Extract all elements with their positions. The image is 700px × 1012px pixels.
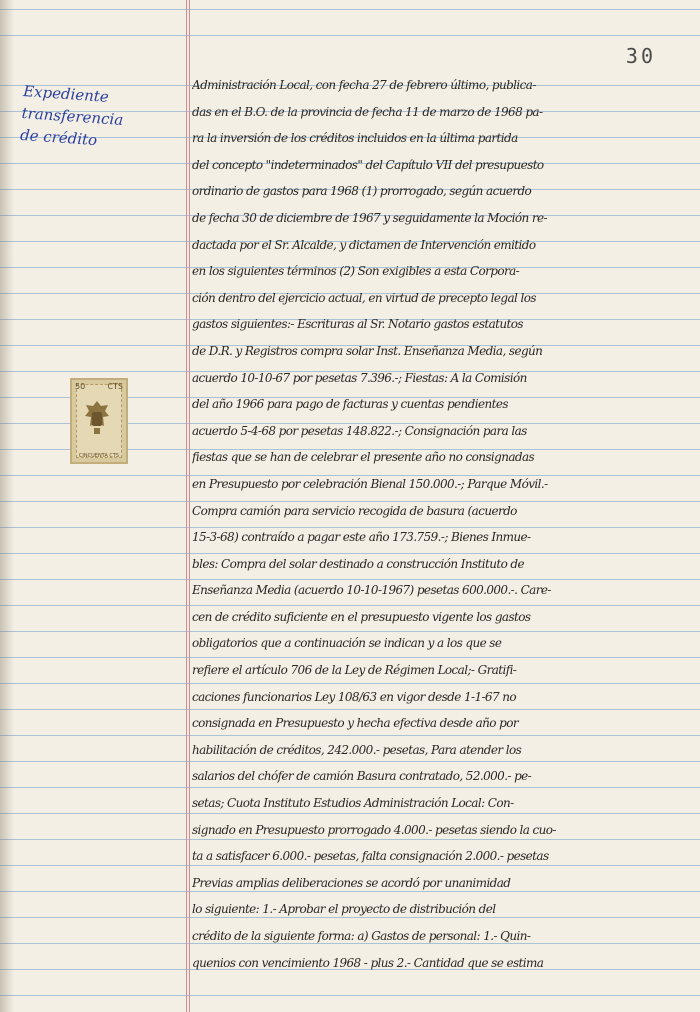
- text-line: del año 1966 para pago de facturas y cuentas pendientes: [192, 397, 508, 412]
- margin-annotation-line: Expediente: [22, 81, 110, 106]
- text-line: habilitación de créditos, 242.000.- pesetas, Para atender los: [192, 742, 522, 757]
- text-line: Administración Local, con fecha 27 de febrero último, publica-: [192, 78, 536, 92]
- text-line: acuerdo 10-10-67 por pesetas 7.396.-; Fiestas: A la Comisión: [192, 370, 527, 385]
- text-line: 15-3-68) contraído a pagar este año 173.759.-; Bienes Inmue-: [192, 530, 531, 545]
- text-line: del concepto "indeterminados" del Capítulo VII del presupuesto: [192, 157, 544, 172]
- text-line: lo siguiente: 1.- Aprobar el proyecto de distribución del: [192, 902, 496, 917]
- text-line: caciones funcionarios Ley 108/63 en vigor desde 1-1-67 no: [192, 689, 516, 704]
- text-line: gastos siguientes:- Escrituras al Sr. Notario gastos estatutos: [192, 317, 523, 332]
- revenue-stamp: [70, 378, 128, 464]
- text-line: Compra camión para servicio recogida de basura (acuerdo: [192, 503, 517, 518]
- text-line: Previas amplias deliberaciones se acordó por unanimidad: [192, 875, 511, 890]
- page-number: 30: [625, 44, 656, 68]
- margin-annotation-line: transferencia: [21, 103, 124, 129]
- page-edge-shadow: [0, 0, 14, 1012]
- text-line: consignada en Presupuesto y hecha efectiva desde año por: [192, 716, 518, 731]
- text-line: crédito de la siguiente forma: a) Gastos de personal: 1.- Quin-: [192, 929, 531, 943]
- text-line: ta a satisfacer 6.000.- pesetas, falta consignación 2.000.- pesetas: [192, 849, 549, 864]
- text-line: Enseñanza Media (acuerdo 10-10-1967) pesetas 600.000.-. Care-: [192, 583, 551, 598]
- text-line: ordinario de gastos para 1968 (1) prorrogado, según acuerdo: [192, 184, 532, 199]
- handwritten-text: [192, 72, 692, 976]
- text-line: setas; Cuota Instituto Estudios Administración Local: Con-: [192, 796, 514, 811]
- stamp-value: [72, 382, 126, 391]
- text-line: bles: Compra del solar destinado a construcción Instituto de: [192, 556, 524, 571]
- stamp-value-number: 50: [75, 382, 86, 391]
- text-line: ción dentro del ejercicio actual, en virtud de precepto legal los: [192, 290, 536, 305]
- text-line: refiere el artículo 706 de la Ley de Régimen Local;- Gratifi-: [192, 663, 517, 678]
- text-line: fiestas que se han de celebrar el presente año no consignadas: [192, 450, 535, 465]
- text-line: de D.R. y Registros compra solar Inst. Enseñanza Media, según: [192, 343, 543, 358]
- text-line: signado en Presupuesto prorrogado 4.000.- pesetas siendo la cuo-: [192, 822, 556, 837]
- text-line: cen de crédito suficiente en el presupuesto vigente los gastos: [192, 609, 531, 624]
- text-line: de fecha 30 de diciembre de 1967 y seguidamente la Moción re-: [192, 210, 547, 225]
- margin-rule: [186, 0, 187, 1012]
- text-line: das en el B.O. de la provincia de fecha 11 de marzo de 1968 pa-: [192, 104, 543, 119]
- stamp-value-unit: CTS: [107, 382, 123, 391]
- margin-rule: [189, 0, 190, 1012]
- text-line: quenios con vencimiento 1968 - plus 2.- Cantidad que se estima: [192, 955, 544, 970]
- coat-of-arms-icon: [82, 398, 112, 438]
- margin-annotation-line: de crédito: [19, 125, 98, 150]
- text-line: acuerdo 5-4-68 por pesetas 148.822.-; Consignación para las: [192, 423, 527, 438]
- text-line: dactada por el Sr. Alcalde, y dictamen de Intervención emitido: [192, 237, 536, 252]
- text-line: ra la inversión de los créditos incluidos en la última partida: [192, 131, 518, 146]
- text-line: obligatorios que a continuación se indican y a los que se: [192, 636, 502, 651]
- text-line: en los siguientes términos (2) Son exigibles a esta Corpora-: [192, 264, 520, 279]
- text-line: en Presupuesto por celebración Bienal 150.000.-; Parque Móvil.-: [192, 476, 548, 491]
- stamp-caption: CINCUENTA CTS: [78, 453, 120, 459]
- text-line: salarios del chófer de camión Basura contratado, 52.000.- pe-: [192, 769, 532, 784]
- margin-annotation: [19, 80, 173, 156]
